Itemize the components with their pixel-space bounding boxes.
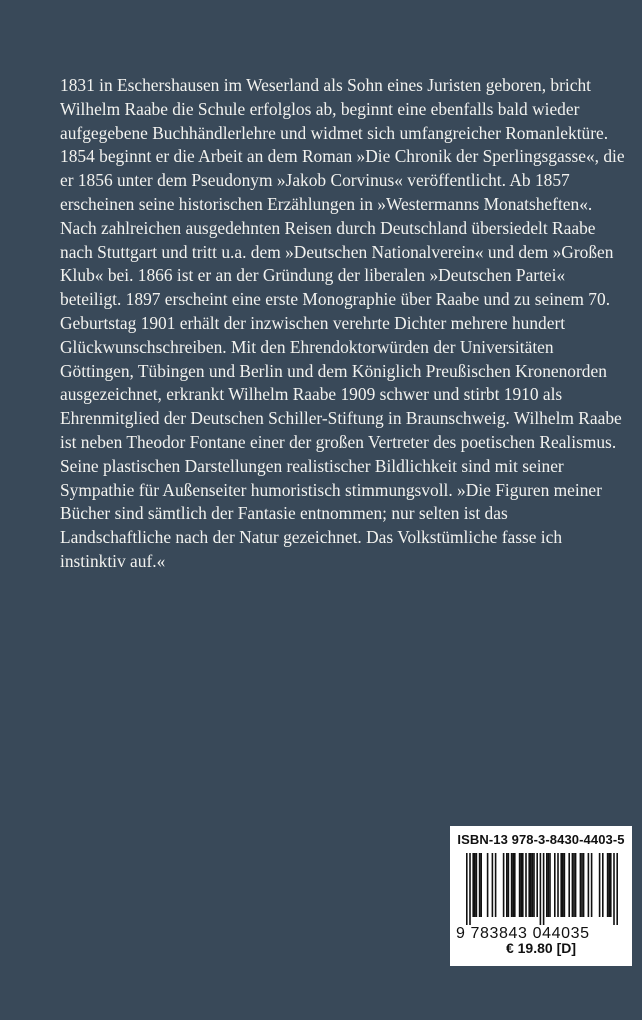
blurb-line: Nach zahlreichen ausgedehnten Reisen durch Deutschland übersiedelt Raabe xyxy=(60,217,596,238)
author-biography-text xyxy=(60,74,625,574)
barcode-bar xyxy=(503,853,505,917)
blurb-line: Sympathie für Außenseiter humoristisch stimmungsvoll. »Die Figuren meiner xyxy=(60,479,602,500)
blurb-line: Seine plastischen Darstellungen realistischer Bildlichkeit sind mit seiner xyxy=(60,455,564,476)
isbn-number: ISBN-13 978-3-8430-4403-5 xyxy=(457,832,625,847)
barcode-bar xyxy=(479,853,481,917)
blurb-line: Göttingen, Tübingen und Berlin und dem Königlich Preußischen Kronenorden xyxy=(60,360,607,381)
barcode-bar xyxy=(540,853,542,925)
barcode-bar xyxy=(573,853,575,917)
blurb-line: Geburtstag 1901 erhält der inzwischen verehrte Dichter mehrere hundert xyxy=(60,312,566,333)
barcode-bar xyxy=(599,853,601,917)
blurb-line: erscheinen seine historischen Erzählungen in »Westermanns Monatsheften«. xyxy=(60,193,593,214)
barcode-bar xyxy=(591,853,593,917)
barcode-bar xyxy=(610,853,612,917)
barcode-bar xyxy=(528,853,530,917)
barcode-bar xyxy=(607,853,609,917)
blurb-line: Klub« bei. 1866 ist er an der Gründung der liberalen »Deutschen Partei« xyxy=(60,265,566,286)
barcode-bar xyxy=(546,853,548,917)
barcode-bar xyxy=(602,853,604,917)
isbn-barcode-label xyxy=(450,826,632,966)
blurb-line: Bücher sind sämtlich der Fantasie entnommen; nur selten ist das xyxy=(60,503,508,524)
blurb-line: beteiligt. 1897 erscheint eine erste Monographie über Raabe und zu seinem 70. xyxy=(60,289,611,310)
barcode-bar xyxy=(568,853,570,917)
barcode-bar xyxy=(487,853,489,917)
barcode-bar xyxy=(530,853,532,917)
barcode-bar xyxy=(511,853,513,917)
blurb-line: Glückwunschschreiben. Mit den Ehrendoktorwürden der Universitäten xyxy=(60,336,554,357)
barcode-bar xyxy=(514,853,516,917)
blurb-line: Landschaftliche nach der Natur gezeichnet. Das Volkstümliche fasse ich xyxy=(60,527,563,548)
barcode-digits: 9 783843 044035 xyxy=(456,925,590,942)
barcode-bar xyxy=(480,853,482,917)
barcode-bar xyxy=(476,853,478,917)
barcode-bar xyxy=(616,853,618,925)
barcode-bar xyxy=(549,853,551,917)
blurb-line: instinktiv auf.« xyxy=(60,550,166,571)
barcode-bar xyxy=(554,853,556,917)
barcode-bar xyxy=(548,853,550,917)
barcode-bar xyxy=(572,853,574,917)
barcode-bar xyxy=(474,853,476,917)
barcode-bar xyxy=(469,853,471,925)
barcode-bar xyxy=(608,853,610,917)
barcode-bar xyxy=(532,853,534,917)
barcode-bar xyxy=(525,853,527,917)
barcode-bar xyxy=(583,853,585,917)
blurb-line: er 1856 unter dem Pseudonym »Jakob Corvinus« veröffentlicht. Ab 1857 xyxy=(60,170,570,191)
blurb-line: Ehrenmitglied der Deutschen Schiller-Stiftung in Braunschweig. Wilhelm Raabe xyxy=(60,408,622,429)
barcode-bar xyxy=(466,853,468,925)
blurb-line: Wilhelm Raabe die Schule erfolglos ab, beginnt eine ebenfalls bald wieder xyxy=(60,98,580,119)
blurb-line: ausgezeichnet, erkrankt Wilhelm Raabe 1909 schwer und stirbt 1910 als xyxy=(60,384,563,405)
barcode-bar xyxy=(520,853,522,917)
barcode-bar xyxy=(564,853,566,917)
blurb-line: aufgegebene Buchhändlerlehre und widmet sich umfangreicher Romanlektüre. xyxy=(60,122,609,143)
blurb-line: 1854 beginnt er die Arbeit an dem Roman »Die Chronik der Sperlingsgasse«, die xyxy=(60,146,625,167)
barcode-bar xyxy=(613,853,615,925)
barcode-bar xyxy=(492,853,494,917)
barcode-bar xyxy=(581,853,583,917)
barcode-bar xyxy=(562,853,564,917)
barcode-bars-icon xyxy=(454,853,628,925)
barcode-bar xyxy=(519,853,521,917)
barcode-bar xyxy=(495,853,497,917)
barcode-bar xyxy=(522,853,524,917)
barcode-bar xyxy=(536,853,538,917)
blurb-line: 1831 in Eschershausen im Weserland als Sohn eines Juristen geboren, bricht xyxy=(60,75,591,95)
barcode-bar xyxy=(575,853,577,917)
barcode-bar xyxy=(506,853,508,917)
price-label: € 19.80 [D] xyxy=(505,940,577,956)
blurb-line: nach Stuttgart und tritt u.a. dem »Deutschen Nationalverein« und dem »Großen xyxy=(60,241,614,262)
barcode-bar xyxy=(508,853,510,917)
barcode-bar xyxy=(533,853,535,917)
barcode-bar xyxy=(588,853,590,917)
barcode-bar xyxy=(472,853,474,917)
barcode-bar xyxy=(560,853,562,917)
barcode-bar xyxy=(512,853,514,917)
blurb-line: ist neben Theodor Fontane einer der großen Vertreter des poetischen Realismus. xyxy=(60,431,617,452)
barcode-bar xyxy=(557,853,559,917)
barcode-bar xyxy=(580,853,582,917)
barcode-bar xyxy=(543,853,545,925)
